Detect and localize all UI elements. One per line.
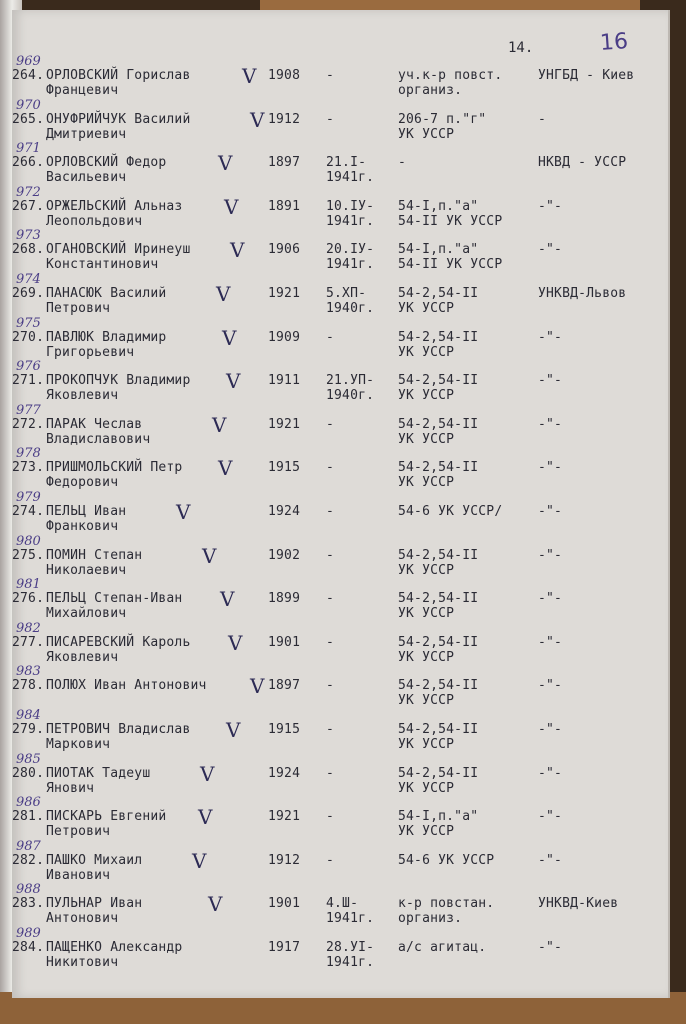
checkmark-icon: V — [212, 412, 227, 437]
surname-name-line2: Францевич — [46, 83, 119, 98]
charge-article — [398, 722, 478, 752]
checkmark-icon: V — [192, 848, 207, 873]
surname-name — [46, 417, 150, 447]
authority: -"- — [538, 460, 563, 476]
handwritten-index: 987 — [16, 838, 41, 854]
charge-article-line1: а/с агитац. — [398, 940, 487, 955]
charge-article-line1: к-р повстан. — [398, 896, 495, 912]
table-row — [12, 577, 668, 635]
surname-name — [46, 373, 190, 403]
arrest-date — [326, 330, 334, 345]
arrest-date — [326, 766, 334, 781]
birth-year: 1897 — [268, 155, 301, 171]
record-number: 276. — [12, 591, 45, 607]
charge-article-line1: 54-6 УК УССР/ — [398, 504, 503, 519]
charge-article-line1: 54-2,54-II — [398, 591, 479, 607]
record-number: 264. — [12, 68, 45, 83]
archive-page-stamp: 16 — [599, 29, 629, 56]
checkmark-icon: V — [208, 892, 223, 917]
record-number: 284. — [12, 940, 45, 955]
surname-name — [46, 286, 166, 316]
charge-article-line1: 54-2,54-II — [398, 416, 479, 432]
birth-year: 1921 — [268, 286, 301, 301]
checkmark-icon: V — [230, 238, 245, 263]
birth-year: 1921 — [268, 416, 301, 432]
charge-article-line1: 54-2,54-II — [398, 460, 479, 476]
charge-article — [398, 766, 478, 796]
surname-name-line2: Никитович — [46, 955, 119, 970]
handwritten-index: 975 — [16, 315, 41, 331]
birth-year: 1899 — [268, 591, 301, 607]
authority: -"- — [538, 416, 563, 432]
handwritten-index: 982 — [16, 620, 41, 636]
checkmark-icon: V — [216, 282, 231, 306]
charge-article-line2: УК УССР — [398, 649, 455, 665]
birth-year: 1891 — [268, 198, 301, 214]
charge-article-line1: 54-I,п."а" — [398, 809, 479, 825]
arrest-date-line2: 1940г. — [326, 388, 375, 404]
arrest-date — [326, 635, 334, 650]
arrest-date-line1: - — [326, 329, 335, 345]
arrest-date — [326, 678, 334, 693]
surname-name-line1: ПАРАК Чеслав — [46, 416, 143, 432]
charge-article-line1: 54-2,54-II — [398, 678, 479, 694]
authority: -"- — [538, 329, 563, 345]
arrest-date-line1: - — [326, 722, 335, 737]
arrest-date-line1: - — [326, 504, 335, 519]
record-number: 282. — [12, 852, 45, 868]
record-number: 273. — [12, 460, 45, 476]
charge-article-line1: 54-2,54-II — [398, 765, 479, 781]
surname-name — [46, 112, 190, 142]
table-row — [12, 272, 668, 330]
arrest-date — [326, 809, 334, 824]
charge-article — [398, 373, 478, 403]
record-number: 268. — [12, 242, 45, 258]
charge-article-line2: УК УССР — [398, 344, 455, 360]
surname-name-line2: Петрович — [46, 824, 111, 840]
table-row — [12, 838, 668, 897]
arrest-date-line2: 1941г. — [326, 955, 375, 970]
charge-article-line1: 54-2,54-II — [398, 722, 479, 737]
charge-article-line1: 54-I,п."а" — [398, 242, 479, 258]
arrest-date — [326, 417, 334, 432]
arrest-date-line1: 20.IУ- — [326, 242, 375, 258]
charge-article — [398, 68, 502, 98]
charge-article-line2: УК УССР — [398, 562, 455, 578]
charge-article — [398, 242, 502, 272]
surname-name — [46, 591, 182, 621]
surname-name-line2: Антонович — [46, 911, 119, 927]
table-row — [12, 359, 668, 417]
surname-name — [46, 766, 150, 796]
handwritten-index: 969 — [16, 54, 41, 69]
record-number: 283. — [12, 896, 45, 912]
charge-article-line2: УК УССР — [398, 824, 455, 840]
checkmark-icon: V — [220, 587, 235, 612]
charge-article-line2: 54-II УК УССР — [398, 257, 503, 273]
table-row — [12, 926, 668, 984]
table-row — [12, 402, 668, 461]
handwritten-index: 981 — [16, 577, 41, 593]
record-number: 272. — [12, 416, 45, 432]
surname-name-line1: ПОМИН Степан — [46, 547, 143, 563]
record-number: 265. — [12, 111, 45, 127]
charge-article — [398, 460, 478, 490]
arrest-date-line2: 1941г. — [326, 170, 375, 186]
birth-year: 1911 — [268, 373, 301, 389]
table-row — [12, 490, 668, 548]
document-page — [12, 10, 670, 998]
table-row — [12, 446, 668, 504]
surname-name-line2: Константинович — [46, 257, 159, 273]
surname-name-line1: ОРЛОВСКИЙ Федор — [46, 155, 167, 171]
surname-name-line1: ПИОТАК Тадеуш — [46, 765, 151, 781]
birth-year: 1917 — [268, 940, 301, 955]
arrest-date-line1: - — [326, 634, 335, 650]
handwritten-index: 989 — [16, 926, 41, 941]
birth-year: 1908 — [268, 68, 301, 83]
checkmark-icon: V — [226, 369, 241, 394]
charge-article — [398, 330, 478, 360]
surname-name-line1: ПАЩЕНКО Александр — [46, 940, 183, 955]
authority: -"- — [538, 852, 563, 868]
charge-article — [398, 417, 478, 447]
surname-name-line2: Яковлевич — [46, 649, 119, 665]
checkmark-icon: V — [176, 500, 191, 524]
authority: -"- — [538, 678, 563, 694]
surname-name-line1: ОГАНОВСКИЙ Иринеуш — [46, 242, 191, 258]
checkmark-icon: V — [226, 718, 241, 742]
charge-article-line1: 54-2,54-II — [398, 286, 479, 301]
charge-article-line2: УК УССР — [398, 606, 455, 622]
handwritten-index: 979 — [16, 490, 41, 505]
surname-name-line1: ПИСАРЕВСКИЙ Кароль — [46, 634, 191, 650]
surname-name-line1: ПОЛЮХ Иван Антонович — [46, 678, 207, 694]
surname-name — [46, 548, 142, 578]
charge-article-line1: уч.к-р повст. — [398, 68, 503, 83]
birth-year: 1906 — [268, 242, 301, 258]
authority: УНГБД - Киев — [538, 68, 635, 83]
surname-name-line2: Дмитриевич — [46, 126, 127, 142]
arrest-date — [326, 591, 334, 606]
arrest-date-line1: 28.УI- — [326, 940, 375, 955]
record-number: 275. — [12, 547, 45, 563]
surname-name-line1: ПИСКАРЬ Евгений — [46, 809, 167, 825]
surname-name-line2: Петрович — [46, 301, 111, 316]
checkmark-icon: V — [250, 107, 265, 132]
charge-article — [398, 504, 502, 519]
surname-name-line1: ПРОКОПЧУК Владимир — [46, 373, 191, 389]
charge-article-line2: УК УССР — [398, 388, 455, 404]
table-row — [12, 795, 668, 853]
arrest-date-line2: 1940г. — [326, 301, 375, 316]
charge-article-line1: 206-7 п."г" — [398, 111, 487, 127]
authority: -"- — [538, 634, 563, 650]
charge-article — [398, 155, 406, 170]
arrest-date — [326, 940, 374, 970]
surname-name-line2: Маркович — [46, 737, 111, 752]
table-row — [12, 533, 668, 592]
record-number: 267. — [12, 198, 45, 214]
record-number: 274. — [12, 504, 45, 519]
handwritten-index: 972 — [16, 184, 41, 200]
authority: -"- — [538, 547, 563, 563]
checkmark-icon: V — [200, 761, 215, 786]
surname-name-line1: ПЕТРОВИЧ Владислав — [46, 722, 191, 737]
authority: - — [538, 111, 547, 127]
arrest-date-line1: - — [326, 765, 335, 781]
charge-article — [398, 853, 494, 868]
charge-article-line1: 54-2,54-II — [398, 634, 479, 650]
charge-article — [398, 678, 478, 708]
surname-name — [46, 330, 166, 360]
surname-name — [46, 242, 190, 272]
authority: -"- — [538, 242, 563, 258]
charge-article — [398, 635, 478, 665]
authority: -"- — [538, 198, 563, 214]
handwritten-index: 985 — [16, 751, 41, 767]
surname-name-line1: ПАВЛЮК Владимир — [46, 329, 167, 345]
handwritten-index: 977 — [16, 402, 41, 418]
table-row — [12, 228, 668, 286]
surname-name — [46, 853, 142, 883]
surname-name-line1: ОРЖЕЛЬСКИЙ Альназ — [46, 198, 183, 214]
arrest-date-line1: 21.I- — [326, 155, 367, 171]
authority: -"- — [538, 809, 563, 825]
charge-article-line2: УК УССР — [398, 301, 455, 316]
handwritten-index: 986 — [16, 795, 41, 811]
surname-name-line2: Федорович — [46, 475, 119, 491]
surname-name — [46, 155, 166, 185]
charge-article-line1: 54-6 УК УССР — [398, 852, 495, 868]
handwritten-index: 980 — [16, 533, 41, 549]
birth-year: 1912 — [268, 111, 301, 127]
surname-name-line1: ОРЛОВСКИЙ Горислав — [46, 68, 191, 83]
checkmark-icon: V — [224, 194, 239, 219]
charge-article-line1: 54-2,54-II — [398, 547, 479, 563]
arrest-date — [326, 548, 334, 563]
charge-article-line2: УК УССР — [398, 126, 455, 142]
birth-year: 1897 — [268, 678, 301, 694]
checkmark-icon: V — [198, 805, 213, 830]
charge-article-line2: УК УССР — [398, 693, 455, 709]
authority: УНКВД-Киев — [538, 896, 619, 912]
birth-year: 1901 — [268, 896, 301, 912]
record-number: 277. — [12, 634, 45, 650]
record-number: 270. — [12, 329, 45, 345]
arrest-date-line1: - — [326, 68, 335, 83]
checkmark-icon: V — [222, 325, 237, 350]
birth-year: 1901 — [268, 634, 301, 650]
arrest-date-line1: - — [326, 678, 335, 694]
surname-name-line2: Франкович — [46, 519, 119, 534]
surname-name-line2: Васильевич — [46, 170, 127, 186]
record-number: 281. — [12, 809, 45, 825]
arrest-date — [326, 460, 334, 475]
table-row — [12, 54, 668, 112]
table-row — [12, 620, 668, 679]
charge-article-line2: УК УССР — [398, 431, 455, 447]
handwritten-index: 971 — [16, 141, 41, 157]
birth-year: 1915 — [268, 460, 301, 476]
surname-name-line1: ПЕЛЬЦ Степан-Иван — [46, 591, 183, 607]
charge-article — [398, 940, 486, 955]
arrest-date — [326, 286, 374, 316]
surname-name — [46, 68, 190, 98]
authority: -"- — [538, 373, 563, 389]
charge-article-line2: УК УССР — [398, 780, 455, 796]
birth-year: 1924 — [268, 504, 301, 519]
arrest-date — [326, 896, 374, 926]
record-number: 269. — [12, 286, 45, 301]
arrest-date-line2: 1941г. — [326, 213, 375, 229]
arrest-date — [326, 155, 374, 185]
surname-name-line2: Иванович — [46, 867, 111, 883]
record-number: 266. — [12, 155, 45, 171]
handwritten-index: 983 — [16, 664, 41, 680]
record-number: 271. — [12, 373, 45, 389]
charge-article — [398, 896, 494, 926]
handwritten-index: 970 — [16, 97, 41, 113]
arrest-date-line2: 1941г. — [326, 257, 375, 273]
arrest-date-line1: - — [326, 111, 335, 127]
charge-article-line2: УК УССР — [398, 737, 455, 752]
charge-article-line2: организ. — [398, 83, 463, 98]
record-number: 279. — [12, 722, 45, 737]
charge-article — [398, 112, 486, 142]
surname-name-line2: Владиславович — [46, 431, 151, 447]
handwritten-index: 973 — [16, 228, 41, 244]
arrest-date-line1: - — [326, 591, 335, 607]
authority: -"- — [538, 504, 563, 519]
checkmark-icon: V — [218, 151, 233, 176]
surname-name — [46, 722, 190, 752]
arrest-date — [326, 373, 374, 403]
table-row — [12, 751, 668, 810]
surname-name-line2: Яковлевич — [46, 388, 119, 404]
checkmark-icon: V — [242, 64, 257, 88]
authority: -"- — [538, 940, 563, 955]
table-row — [12, 664, 668, 722]
table-row — [12, 882, 668, 940]
arrest-date — [326, 68, 334, 83]
arrest-date — [326, 199, 374, 229]
authority: -"- — [538, 722, 563, 737]
checkmark-icon: V — [250, 674, 265, 699]
checkmark-icon: V — [202, 543, 217, 568]
surname-name — [46, 635, 190, 665]
surname-name — [46, 460, 182, 490]
authority: -"- — [538, 765, 563, 781]
checkmark-icon: V — [228, 630, 243, 655]
surname-name-line2: Янович — [46, 780, 95, 796]
charge-article-line2: 54-II УК УССР — [398, 213, 503, 229]
surname-name-line1: ПУЛЬНАР Иван — [46, 896, 143, 912]
surname-name-line1: ОНУФРИЙЧУК Василий — [46, 111, 191, 127]
table-row — [12, 97, 668, 156]
charge-article-line2: УК УССР — [398, 475, 455, 491]
birth-year: 1902 — [268, 547, 301, 563]
surname-name-line1: ПАНАСЮК Василий — [46, 286, 167, 301]
surname-name — [46, 504, 126, 534]
surname-name — [46, 199, 182, 229]
birth-year: 1912 — [268, 852, 301, 868]
arrest-date-line1: 10.IУ- — [326, 198, 375, 214]
charge-article-line1: 54-I,п."а" — [398, 198, 479, 214]
table-row — [12, 708, 668, 766]
birth-year: 1921 — [268, 809, 301, 825]
page-number: 14. — [508, 40, 534, 56]
surname-name-line2: Михайлович — [46, 606, 127, 622]
authority: УНКВД-Львов — [538, 286, 627, 301]
surname-name-line1: ПЕЛЬЦ Иван — [46, 504, 127, 519]
arrest-date-line1: - — [326, 852, 335, 868]
arrest-date — [326, 853, 334, 868]
checkmark-icon: V — [218, 456, 233, 481]
charge-article-line1: 54-2,54-II — [398, 329, 479, 345]
authority: НКВД - УССР — [538, 155, 627, 171]
charge-article — [398, 809, 478, 839]
handwritten-index: 978 — [16, 446, 41, 462]
arrest-date-line1: - — [326, 809, 335, 825]
handwritten-index: 976 — [16, 359, 41, 375]
arrest-date-line1: 5.XП- — [326, 286, 367, 301]
arrest-date — [326, 242, 374, 272]
charge-article — [398, 548, 478, 578]
surname-name — [46, 809, 166, 839]
surname-name — [46, 940, 182, 970]
arrest-date-line1: 4.Ш- — [326, 896, 359, 912]
handwritten-index: 974 — [16, 272, 41, 287]
arrest-date-line1: - — [326, 416, 335, 432]
record-number: 280. — [12, 765, 45, 781]
handwritten-index: 988 — [16, 882, 41, 898]
arrest-date-line1: - — [326, 547, 335, 563]
authority: -"- — [538, 591, 563, 607]
surname-name-line2: Леопольдович — [46, 213, 143, 229]
arrest-date — [326, 504, 334, 519]
charge-article-line1: - — [398, 155, 407, 171]
table-row — [12, 315, 668, 374]
birth-year: 1909 — [268, 329, 301, 345]
charge-article-line1: 54-2,54-II — [398, 373, 479, 389]
surname-name — [46, 678, 207, 693]
birth-year: 1915 — [268, 722, 301, 737]
table-row — [12, 184, 668, 243]
arrest-date — [326, 112, 334, 127]
charge-article — [398, 199, 502, 229]
arrest-date — [326, 722, 334, 737]
table-row — [12, 141, 668, 199]
charge-article — [398, 591, 478, 621]
surname-name-line1: ПАШКО Михаил — [46, 852, 143, 868]
surname-name — [46, 896, 142, 926]
surname-name-line2: Николаевич — [46, 562, 127, 578]
arrest-date-line1: 21.УП- — [326, 373, 375, 389]
record-number: 278. — [12, 678, 45, 694]
charge-article — [398, 286, 478, 316]
charge-article-line2: организ. — [398, 911, 463, 927]
surname-name-line1: ПРИШМОЛЬСКИЙ Петр — [46, 460, 183, 476]
surname-name-line2: Григорьевич — [46, 344, 135, 360]
birth-year: 1924 — [268, 765, 301, 781]
handwritten-index: 984 — [16, 708, 41, 723]
arrest-date-line2: 1941г. — [326, 911, 375, 927]
arrest-date-line1: - — [326, 460, 335, 476]
